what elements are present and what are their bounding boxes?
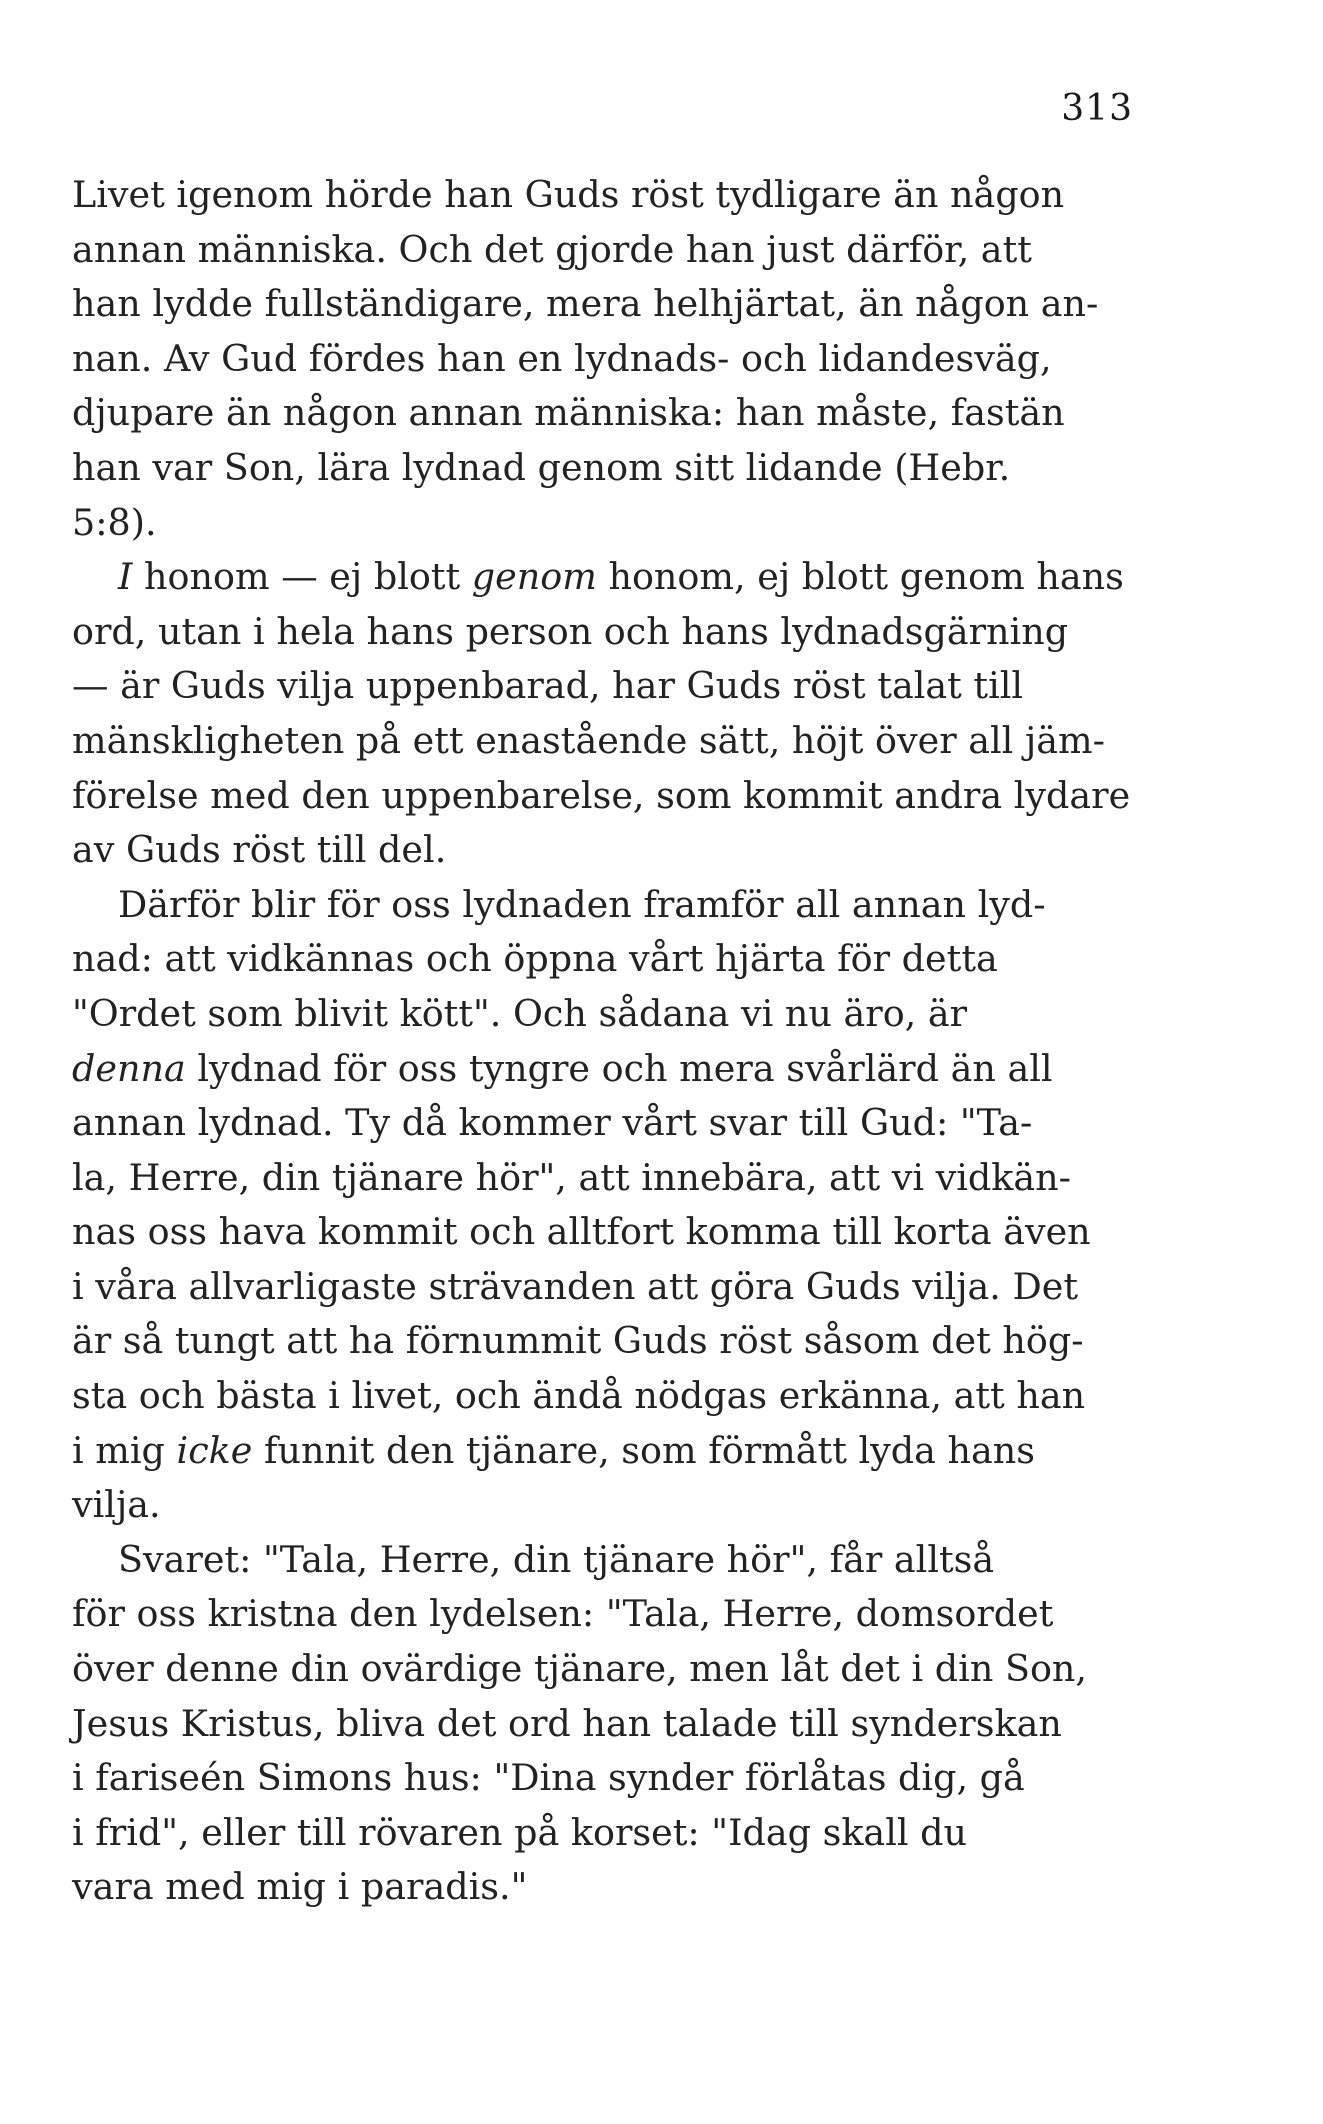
text-line: Därför blir för oss lydnaden framför all annan lyd- <box>118 882 1046 926</box>
text-line: ord, utan i hela hans person och hans lydnadsgärning <box>72 609 1069 653</box>
text-line: i frid", eller till rövaren på korset: "Idag skall du <box>72 1810 968 1854</box>
text-line: han lydde fullständigare, mera helhjärtat, än någon an- <box>72 282 1099 326</box>
text-line: i våra allvarligaste strävanden att göra Guds vilja. Det <box>72 1264 1079 1308</box>
paragraph-3 <box>72 878 1136 1533</box>
text-line: av Guds röst till del. <box>72 828 447 872</box>
body-text <box>72 168 1136 1915</box>
text-line: vilja. <box>72 1483 161 1527</box>
italic-word: denna <box>72 1046 186 1090</box>
text-line: — är Guds vilja uppenbarad, har Guds röst talat till <box>72 664 1024 708</box>
text-fragment: funnit den tjänare, som förmått lyda hans <box>263 1428 1035 1472</box>
text-line: nad: att vidkännas och öppna vårt hjärta för detta <box>72 937 998 981</box>
text-fragment: honom — ej blott <box>132 555 472 599</box>
paragraph-4 <box>72 1533 1136 1915</box>
text-line: "Ordet som blivit kött". Och sådana vi nu äro, är <box>72 991 968 1035</box>
text-line: sta och bästa i livet, och ändå nödgas erkänna, att han <box>72 1374 1086 1418</box>
text-line: vara med mig i paradis." <box>72 1865 528 1909</box>
text-line: nas oss hava kommit och alltfort komma till korta även <box>72 1210 1091 1254</box>
text-line: mänskligheten på ett enastående sätt, höjt över all jäm- <box>72 718 1105 762</box>
text-line: Livet igenom hörde han Guds röst tydligare än någon <box>72 173 1065 216</box>
text-line: i fariseén Simons hus: "Dina synder förlåtas dig, gå <box>72 1756 1025 1800</box>
paragraph-2 <box>72 550 1136 878</box>
text-line: förelse med den uppenbarelse, som kommit andra lydare <box>72 773 1131 817</box>
text-line: 5:8). <box>72 500 157 544</box>
text-line: över denne din ovärdige tjänare, men låt det i din Son, <box>72 1647 1088 1691</box>
text-fragment: honom, ej blott genom hans <box>596 555 1124 599</box>
text-line: djupare än någon annan människa: han måste, fastän <box>72 391 1065 435</box>
paragraph-1 <box>72 168 1136 550</box>
text-line <box>72 550 1136 605</box>
text-line: för oss kristna den lydelsen: "Tala, Herre, domsordet <box>72 1592 1054 1636</box>
text-line <box>72 1424 1136 1479</box>
page-number: 313 <box>1061 88 1133 129</box>
text-fragment: lydnad för oss tyngre och mera svårlärd än all <box>197 1046 1053 1090</box>
text-line: Svaret: "Tala, Herre, din tjänare hör", får alltså <box>118 1537 995 1581</box>
text-line: nan. Av Gud fördes han en lydnads- och lidandesväg, <box>72 336 1052 380</box>
italic-word: I <box>118 555 133 599</box>
text-line: han var Son, lära lydnad genom sitt lidande (Hebr. <box>72 445 1011 489</box>
italic-word: genom <box>471 555 597 599</box>
text-line: Jesus Kristus, bliva det ord han talade till synderskan <box>72 1701 1062 1745</box>
text-line: annan människa. Och det gjorde han just därför, att <box>72 227 1032 271</box>
text-line: annan lydnad. Ty då kommer vårt svar till Gud: "Ta- <box>72 1101 1033 1145</box>
text-fragment: i mig <box>72 1428 177 1472</box>
text-line: är så tungt att ha förnummit Guds röst såsom det hög- <box>72 1319 1084 1363</box>
text-line: la, Herre, din tjänare hör", att innebära, att vi vidkän- <box>72 1155 1072 1199</box>
italic-word: icke <box>176 1428 253 1472</box>
text-line <box>72 1042 1136 1097</box>
